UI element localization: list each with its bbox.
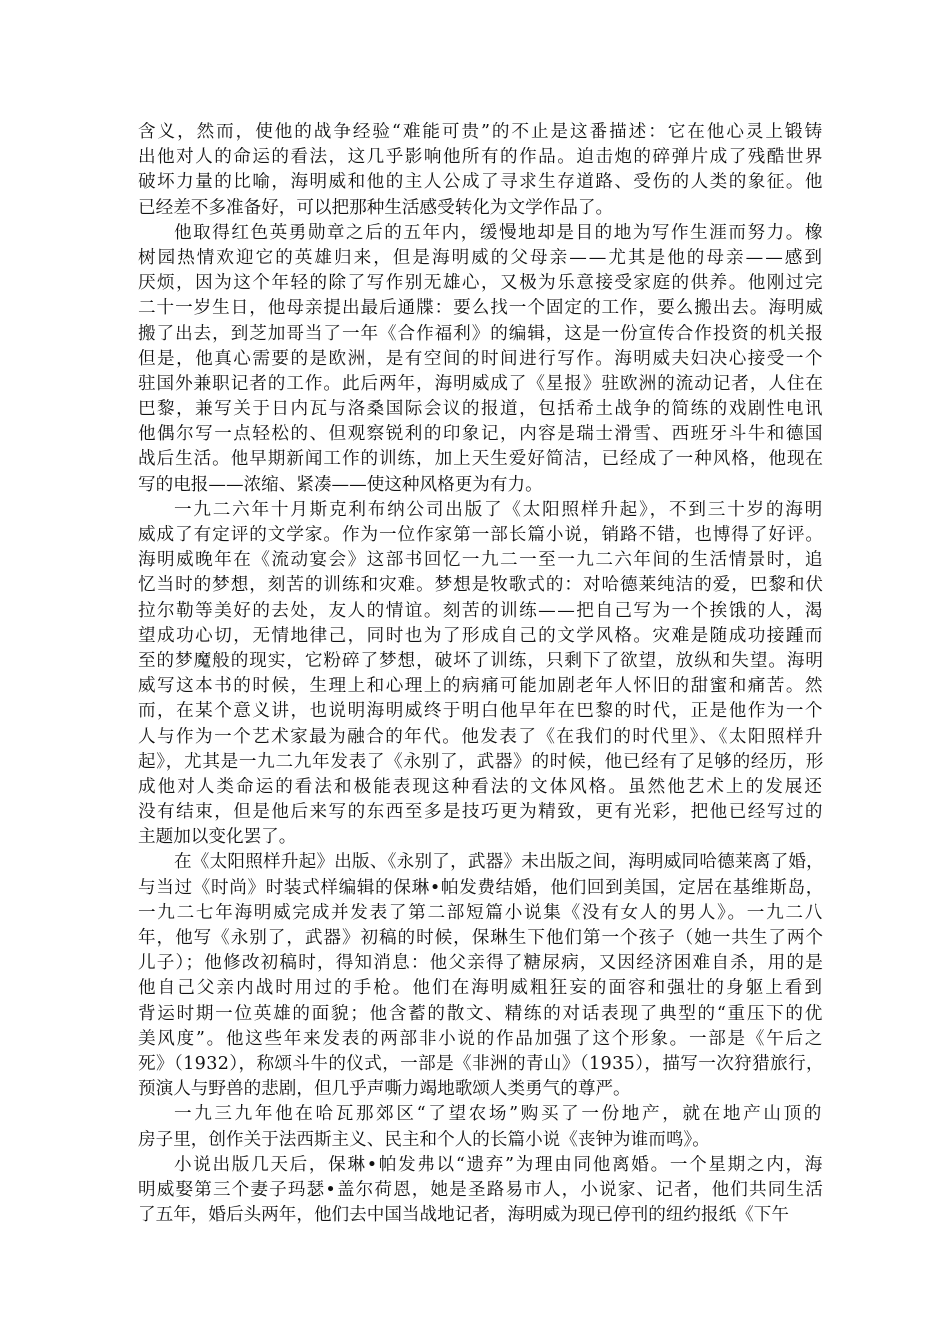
text-line: 了五年，婚后头两年，他们去中国当战地记者，海明威为现已停刊的纽约报纸《下午 bbox=[138, 1205, 789, 1226]
text-line: 小说出版几天后，保琳•帕发弗以“遗弃”为理由同他离婚。一个星期之内，海 bbox=[174, 1154, 824, 1175]
text-line: 战后生活。他早期新闻工作的训练，加上天生爱好简洁，已经成了一种风格，他现在 bbox=[138, 449, 824, 470]
text-line: 驻国外兼职记者的工作。此后两年，海明威成了《星报》驻欧洲的流动记者，人住在 bbox=[138, 373, 824, 394]
text-line: 房子里，创作关于法西斯主义、民主和个人的长篇小说《丧钟为谁而鸣》。 bbox=[138, 1129, 710, 1150]
text-line: 明威娶第三个妻子玛瑟•盖尔荷恩，她是圣路易市人，小说家、记者，他们共同生活 bbox=[138, 1179, 824, 1200]
text-line: 他偶尔写一点轻松的、但观察锐利的印象记，内容是瑞士滑雪、西班牙斗牛和德国 bbox=[138, 424, 824, 445]
text-line: 树园热情欢迎它的英雄归来，但是海明威的父母亲——尤其是他的母亲——感到 bbox=[138, 247, 824, 268]
text-line: 破坏力量的比喻，海明威和他的主人公成了寻求生存道路、受伤的人类的象征。他 bbox=[138, 172, 824, 193]
text-line: 年，他写《永别了，武器》初稿的时候，保琳生下他们第一个孩子（她一共生了两个 bbox=[138, 928, 824, 948]
body-text bbox=[138, 120, 824, 1228]
text-line: 预演人与野兽的悲剧，但几乎声嘶力竭地歌颂人类勇气的尊严。 bbox=[138, 1079, 631, 1100]
text-line: 背运时期一位英雄的面貌；他含蓄的散文、精练的对话表现了典型的“重压下的优 bbox=[138, 1003, 824, 1024]
text-line: 忆当时的梦想，刻苦的训练和灾难。梦想是牧歌式的：对哈德莱纯洁的爱，巴黎和伏 bbox=[138, 575, 824, 596]
text-line: 没有结束，但是他后来写的东西至多是技巧更为精致，更有光彩，把他已经写过的 bbox=[138, 802, 824, 823]
text-line: 已经差不多准备好，可以把那种生活感受转化为文学作品了。 bbox=[138, 197, 614, 218]
text-line: 海明威晚年在《流动宴会》这部书回忆一九二一至一九二六年间的生活情景时，追 bbox=[138, 550, 824, 571]
text-line: 成他对人类命运的看法和极能表现这种看法的文体风格。虽然他艺术上的发展还 bbox=[138, 776, 824, 797]
text-line: 在《太阳照样升起》出版、《永别了，武器》未出版之间，海明威同哈德莱离了婚， bbox=[174, 852, 824, 873]
paragraph-4 bbox=[138, 850, 824, 1102]
text-line: 至的梦魔般的现实，它粉碎了梦想，破坏了训练，只剩下了欲望，放纵和失望。海明 bbox=[138, 650, 824, 671]
text-line: 而，在某个意义讲，也说明海明威终于明白他早年在巴黎的时代，正是他作为一个 bbox=[138, 701, 824, 722]
text-line: 但是，他真心需要的是欧洲，是有空间的时间进行写作。海明威夫妇决心接受一个 bbox=[138, 348, 824, 369]
text-line: 巴黎，兼写关于日内瓦与洛桑国际会议的报道，包括希土战争的简练的戏剧性电讯 bbox=[138, 399, 824, 420]
text-line: 拉尔勒等美好的去处，友人的情谊。刻苦的训练——把自己写为一个挨饿的人，渴 bbox=[138, 600, 824, 621]
paragraph-6 bbox=[138, 1153, 824, 1229]
text-line: 与当过《时尚》时装式样编辑的保琳•帕发费结婚，他们回到美国，定居在基维斯岛， bbox=[138, 877, 824, 898]
paragraph-1 bbox=[138, 120, 824, 221]
paragraph-2 bbox=[138, 221, 824, 498]
text-line: 威成了有定评的文学家。作为一位作家第一部长篇小说，销路不错，也博得了好评。 bbox=[138, 525, 824, 545]
text-line: 出他对人的命运的看法，这几乎影响他所有的作品。迫击炮的碎弹片成了残酷世界 bbox=[138, 147, 824, 168]
text-line: 望成功心切，无情地律己，同时也为了形成自己的文学风格。灾难是随成功接踵而 bbox=[138, 625, 824, 646]
text-line: 死》（1932），称颂斗牛的仪式，一部是《非洲的青山》（1935），描写一次狩猎旅行， bbox=[138, 1053, 824, 1074]
text-line: 一九三九年他在哈瓦那郊区“了望农场”购买了一份地产，就在地产山顶的 bbox=[174, 1104, 824, 1125]
text-line: 他自己父亲内战时用过的手枪。他们在海明威粗狂妄的面容和强壮的身躯上看到 bbox=[138, 978, 824, 999]
text-line: 二十一岁生日，他母亲提出最后通牒：要么找一个固定的工作，要么搬出去。海明威 bbox=[138, 298, 824, 319]
text-line: 儿子）；他修改初稿时，得知消息：他父亲得了糖尿病，又因经济困难自杀，用的是 bbox=[138, 953, 824, 974]
text-line: 威写这本书的时候，生理上和心理上的病痛可能加剧老年人怀旧的甜蜜和痛苦。然 bbox=[138, 676, 824, 697]
text-line: 搬了出去，到芝加哥当了一年《合作福利》的编辑，这是一份宣传合作投资的机关报 bbox=[138, 323, 824, 344]
text-line: 含义，然而，使他的战争经验“难能可贵”的不止是这番描述：它在他心灵上锻铸 bbox=[138, 122, 824, 142]
text-line: 美风度”。他这些年来发表的两部非小说的作品加强了这个形象。一部是《午后之 bbox=[138, 1028, 824, 1049]
text-line: 人与作为一个艺术家最为融合的年代。他发表了《在我们的时代里》、《太阳照样升 bbox=[138, 726, 824, 747]
text-line: 一九二六年十月斯克利布纳公司出版了《太阳照样升起》，不到三十岁的海明 bbox=[174, 499, 824, 520]
text-line: 一九二七年海明威完成并发表了第二部短篇小说集《没有女人的男人》。一九二八 bbox=[138, 902, 824, 923]
text-line: 厌烦，因为这个年轻的除了写作别无雄心，又极为乐意接受家庭的供养。他刚过完 bbox=[138, 273, 824, 294]
paragraph-5 bbox=[138, 1102, 824, 1152]
text-line: 写的电报——浓缩、紧凑——使这种风格更为有力。 bbox=[138, 474, 543, 495]
text-line: 主题加以变化罢了。 bbox=[138, 827, 297, 848]
text-line: 他取得红色英勇勋章之后的五年内，缓慢地却是目的地为写作生涯而努力。橡 bbox=[174, 222, 824, 243]
paragraph-3 bbox=[138, 498, 824, 851]
text-line: 起》，尤其是一九二九年发表了《永别了，武器》的时候，他已经有了足够的经历，形 bbox=[138, 751, 824, 772]
